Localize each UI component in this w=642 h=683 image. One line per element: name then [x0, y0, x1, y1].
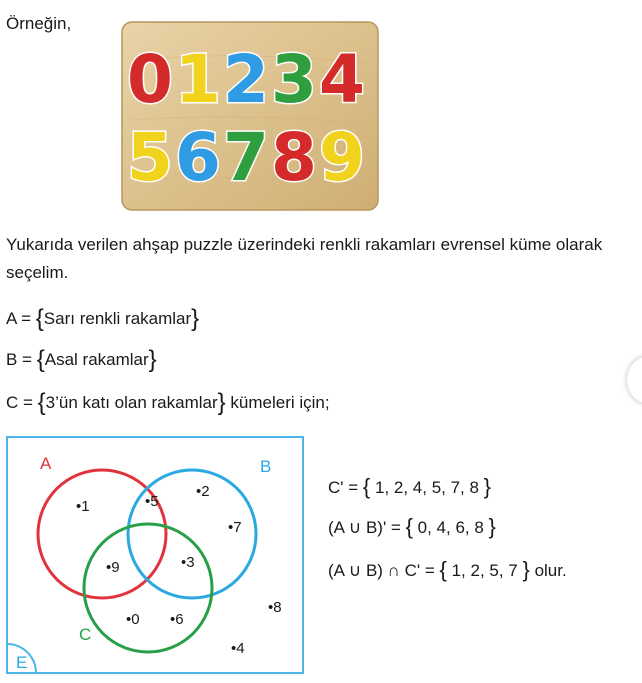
venn-element-9: •9 — [106, 559, 120, 576]
venn-element-6: •6 — [170, 611, 184, 628]
set-c-close-brace: } — [217, 389, 226, 416]
set-c-label: C — [79, 625, 92, 644]
universal-set-frame — [7, 437, 303, 673]
venn-element-5: •5 — [145, 493, 159, 510]
puzzle-digit-1: 1 — [175, 41, 221, 118]
result-c-complement-close: } — [483, 474, 492, 499]
set-b-label: B — [260, 457, 272, 476]
venn-element-2: •2 — [196, 483, 210, 500]
side-scroll-handle[interactable] — [627, 357, 642, 403]
set-a-content: Sarı renkli rakamlar — [43, 309, 192, 328]
set-c-definition — [6, 389, 330, 417]
set-a-label: A — [40, 454, 52, 473]
puzzle-digit-8: 8 — [271, 119, 317, 196]
venn-element-0: •0 — [126, 611, 140, 628]
venn-element-8: •8 — [268, 599, 282, 616]
puzzle-digit-2: 2 — [223, 41, 269, 118]
set-b-prefix: B = — [6, 350, 37, 369]
set-c-prefix: C = — [6, 393, 38, 412]
puzzle-digit-6: 6 — [175, 119, 221, 196]
result-a-union-b-complement-lhs: (A ∪ B)' = — [328, 518, 406, 537]
venn-element-4: •4 — [231, 640, 245, 657]
venn-element-3: •3 — [181, 554, 195, 571]
set-c-content: 3’ün katı olan rakamlar — [45, 393, 218, 412]
result-c-complement — [328, 474, 491, 500]
result-a-union-b-complement-values: 0, 4, 6, 8 — [412, 518, 489, 537]
set-b-close-brace: } — [148, 346, 157, 373]
result-a-union-b-complement-open: { — [405, 514, 413, 539]
result-c-complement-open: { — [362, 474, 371, 499]
wooden-number-puzzle-image — [120, 20, 380, 212]
set-b-definition — [6, 346, 157, 374]
set-b-open-brace: { — [36, 346, 45, 373]
set-c-circle — [84, 524, 212, 652]
set-a-open-brace: { — [35, 305, 44, 332]
result-intersection-suffix: olur. — [529, 561, 567, 580]
result-a-union-b-complement-close: } — [488, 514, 496, 539]
result-intersection-close: } — [522, 557, 530, 582]
venn-diagram — [6, 436, 304, 674]
explanation-paragraph: Yukarıda verilen ahşap puzzle üzerindeki renkli rakamları evrensel küme olarak seçelim. — [6, 235, 603, 282]
result-intersection-values: 1, 2, 5, 7 — [446, 561, 523, 580]
set-a-prefix: A = — [6, 309, 36, 328]
puzzle-digit-4: 4 — [319, 41, 365, 118]
puzzle-digit-9: 9 — [319, 119, 365, 196]
puzzle-digit-5: 5 — [127, 119, 173, 196]
set-c-suffix: kümeleri için; — [225, 393, 330, 412]
result-intersection-lhs: (A ∪ B) ∩ C' = — [328, 561, 440, 580]
intro-text: Örneğin, — [6, 14, 72, 33]
result-a-union-b-complement — [328, 514, 496, 540]
set-a-close-brace: } — [191, 305, 200, 332]
puzzle-digit-3: 3 — [271, 41, 317, 118]
venn-element-1: •1 — [76, 498, 90, 515]
result-c-complement-values: 1, 2, 4, 5, 7, 8 — [370, 478, 484, 497]
result-intersection-open: { — [439, 557, 447, 582]
set-c-open-brace: { — [37, 389, 46, 416]
puzzle-digit-7: 7 — [223, 119, 269, 196]
result-a-union-b-intersect-c-complement — [328, 557, 567, 583]
set-b-content: Asal rakamlar — [44, 350, 149, 369]
result-c-complement-lhs: C' = — [328, 478, 363, 497]
universal-set-label: E — [16, 653, 28, 672]
puzzle-digit-0: 0 — [127, 41, 173, 118]
set-a-definition — [6, 305, 199, 333]
venn-element-7: •7 — [228, 519, 242, 536]
